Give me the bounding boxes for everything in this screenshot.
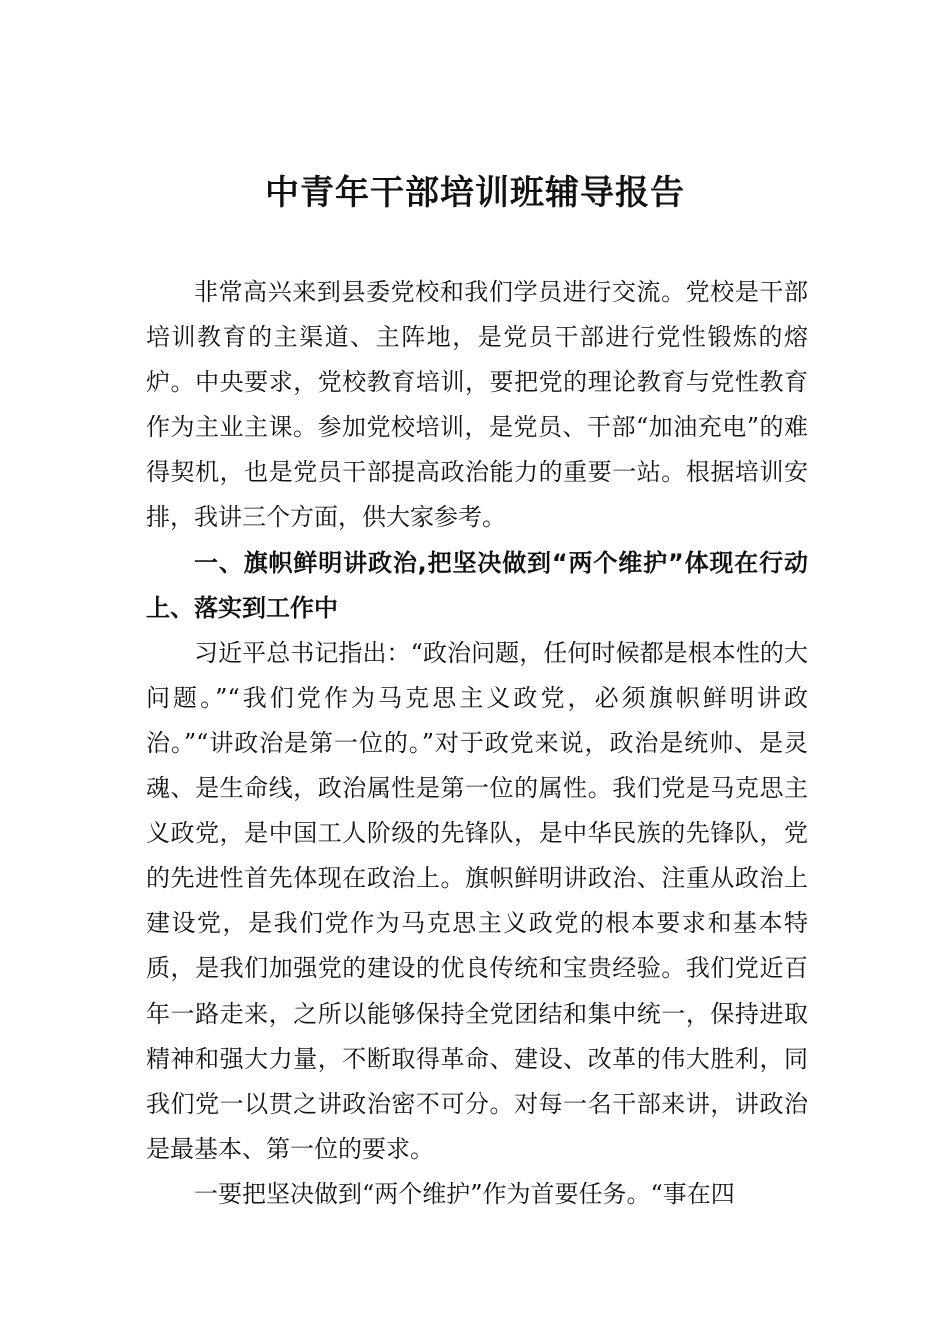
section-1-point-1-paragraph: 一要把坚决做到“两个维护”作为首要任务。“事在四: [194, 1179, 735, 1208]
section-1-paragraph: 习近平总书记指出：“政治问题，任何时候都是根本性的大问题。”“我们党作为马克思主义政党，必须旗帜鲜明讲政治。”“讲政治是第一位的。”对于政党来说，政治是统帅、是灵魂、是生命线，政治属性是第一位的属性。我们党是马克思主义政党，是中国工人阶级的先锋队，是中华民族的先锋队，党的先进性首先体现在政治上。旗帜鲜明讲政治、注重从政治上建设党，是我们党作为马克思主义政党的根本要求和基本特质，是我们加强党的建设的优良传统和宝贵经验。我们党近百年一路走来，之所以能够保持全党团结和集中统一，保持进取精神和强大力量，不断取得革命、建设、改革的伟大胜利，同我们党一以贯之讲政治密不可分。对每一名干部来讲，讲政治是最基本、第一位的要求。: [146, 638, 808, 1163]
document-title: 中青年干部培训班辅导报告: [265, 173, 685, 213]
document-body: [146, 270, 808, 1217]
section-heading-1: 一、旗帜鲜明讲政治,把坚决做到“两个维护”体现在行动上、落实到工作中: [146, 548, 808, 622]
intro-paragraph: 非常高兴来到县委党校和我们学员进行交流。党校是干部培训教育的主渠道、主阵地，是党员干部进行党性锻炼的熔炉。中央要求，党校教育培训，要把党的理论教育与党性教育作为主业主课。参加党校培训，是党员、干部“加油充电”的难得契机，也是党员干部提高政治能力的重要一站。根据培训安排，我讲三个方面，供大家参考。: [146, 278, 808, 532]
